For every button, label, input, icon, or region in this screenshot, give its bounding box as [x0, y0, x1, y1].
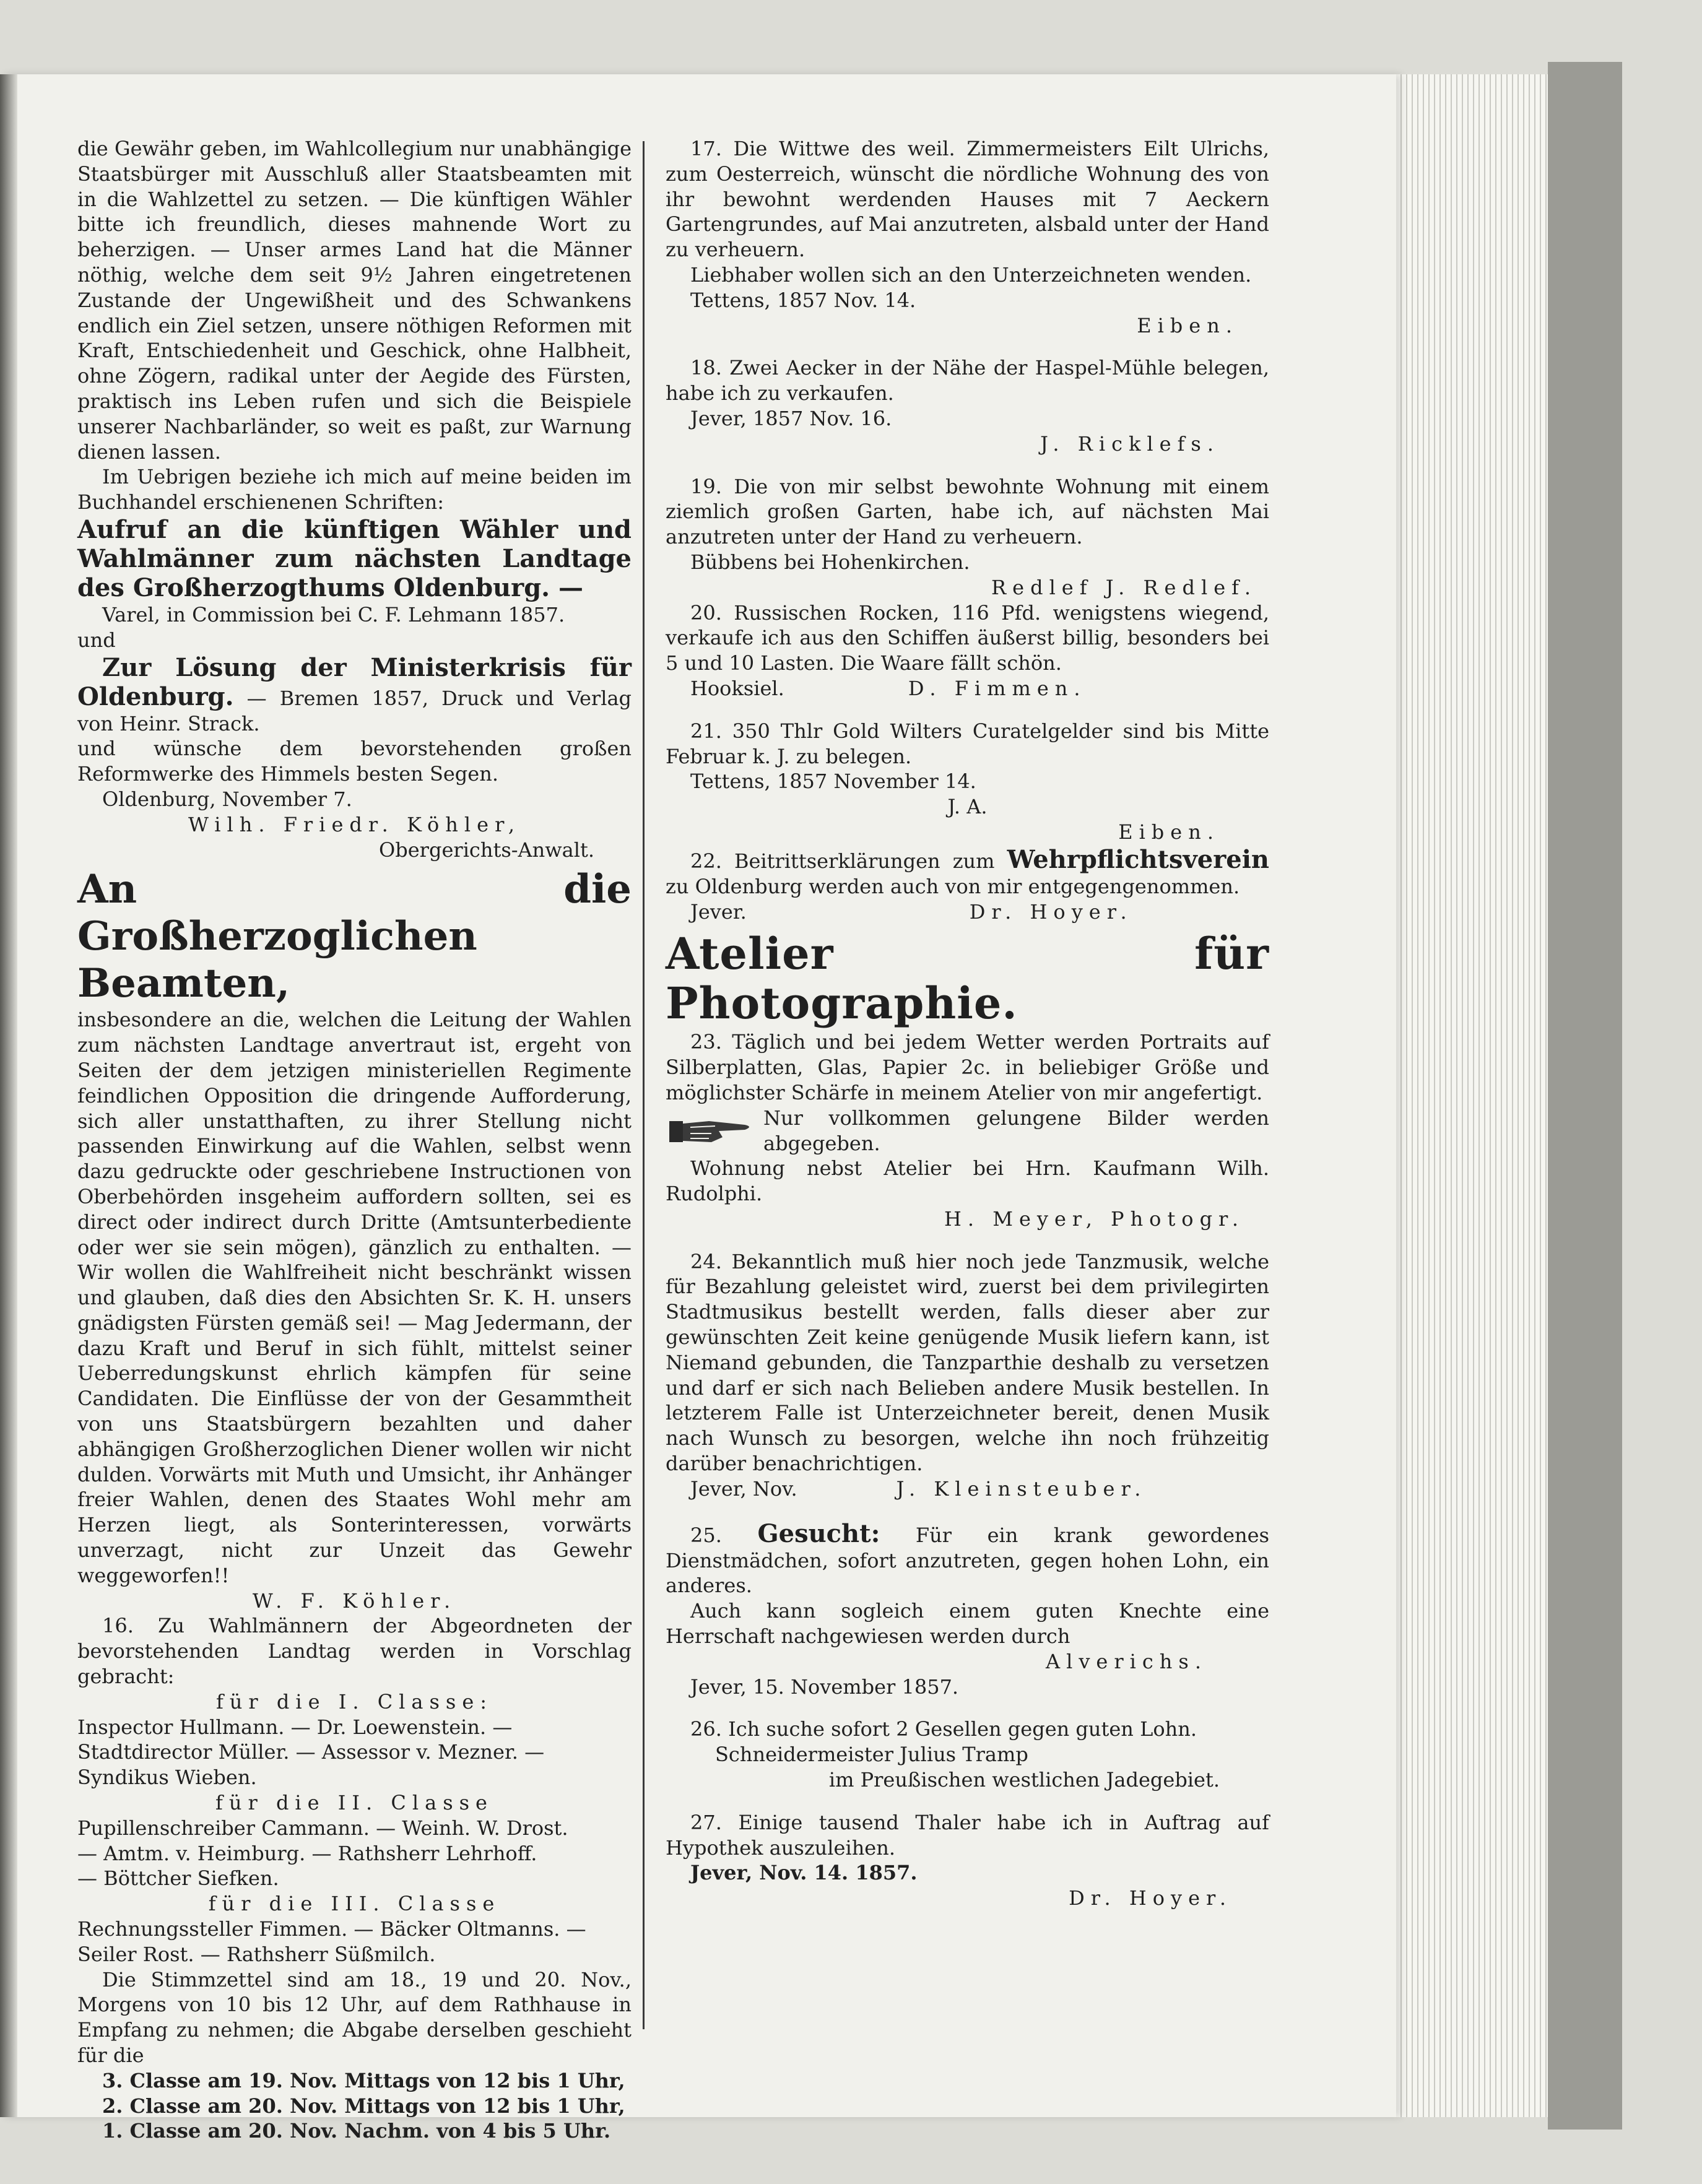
signature-title: Obergerichts-Anwalt.: [379, 838, 594, 862]
ad-18-place: Jever, 1857 Nov. 16.: [690, 406, 892, 430]
beamten-heading: An die Großherzoglichen Beamten,: [77, 866, 632, 1007]
ad-22-signature: Dr. Hoyer.: [969, 899, 1133, 924]
beamten-text: insbesondere an die, welchen die Leitung der Wahlen zum nächsten Landtage anvertraut ist, ergeht von Seiten der dem jetzigen ministeriellen Regimente feindlichen Opposition die dringende Aufforderung, sich aller unstatthaften, zu ihrer Stellung nicht passenden Einwirkung auf die Wahlen, selbst wenn dazu gedruckte oder geschriebene Instructionen von Oberbehörden insgeheim auffordern sollten, sei es direct oder indirect durch Dritte (Amtsunterbediente oder wer sie sein mögen), gänzlich zu enthalten. — Wir wollen die Wahlfreiheit nicht beschränkt wissen und glauben, daß dies den Absichten Sr. K. H. unsers gnädigsten Fürsten gemäß sei! — Mag Jedermann, der dazu Kraft und Beruf in sich fühlt, mittelst seiner Ueberredungskunst ehrlich kämpfen für seine Candidaten. Die Einflüsse der von der Gesammtheit von uns Staatsbürgern bezahlten und daher abhängigen Großherzoglichen Diener wollen wir nicht dulden. Vorwärts mit Muth und Umsicht, ihr Anhänger freier Wahlen, denen des Staates Wohl mehr am Herzen liegt, als Sonterinteressen, vorwärts unverzagt, nicht zur Unzeit das Gewehr weggeworfen!!: [77, 1008, 632, 1587]
closing-text: und wünsche dem bevorstehenden großen Reformwerke des Himmels besten Segen.: [77, 737, 632, 786]
intro-paragraph: Im Uebrigen beziehe ich mich auf meine beiden im Buchhandel erschienenen Schriften:: [77, 465, 632, 514]
ad-23-hand-text: Nur vollkommen gelungene Bilder werden abgegeben.: [763, 1106, 1269, 1155]
ad-27-signature: Dr. Hoyer.: [1069, 1886, 1232, 1910]
ad-26-text: 26. Ich suche sofort 2 Gesellen gegen guten Lohn.: [690, 1717, 1197, 1741]
ad-22-text-2: zu Oldenburg werden auch von mir entgegengenommen.: [666, 874, 1240, 898]
class-2-line: — Böttcher Siefken.: [77, 1866, 279, 1891]
book-publisher-1: Varel, in Commission bei C. F. Lehmann 1857.: [102, 602, 565, 626]
ad-24-signature: J. Kleinsteuber.: [896, 1476, 1147, 1501]
ad-17-text-2: Liebhaber wollen sich an den Unterzeichneten wenden.: [690, 262, 1252, 287]
right-column: [666, 136, 1269, 1911]
ad-19-place: Bübbens bei Hohenkirchen.: [690, 550, 970, 574]
binding-shadow: [0, 74, 17, 2117]
intro-paragraph: die Gewähr geben, im Wahlcollegium nur unabhängige Staatsbürger mit Ausschluß aller Staatsbeamten mit in die Wahlzettel zu setzen. — Die künftigen Wähler bitte ich freundlich, dieses mahnende Wort zu beherzigen. — Unser armes Land hat die Männer nöthig, welche dem seit 9½ Jahren eingetretenen Zustande der Ungewißheit und des Schwankens endlich ein Ziel setzen, unsere nöthigen Reformen mit Kraft, Entschiedenheit und Geschick, ohne Halbheit, ohne Zögern, radikal unter der Aegide des Fürsten, praktisch ins Leben rufen und sich die Beispiele unserer Nachbarländer, so weit es paßt, zur Warnung dienen lassen.: [77, 137, 632, 464]
ad-20-text: 20. Russischen Rocken, 116 Pfd. wenigstens wiegend, verkaufe ich aus den Schiffen äußerst billig, besonders bei 5 und 10 Lasten. Die Waare fällt schön.: [666, 600, 1269, 675]
ad-26-signature: Schneidermeister Julius Tramp: [715, 1743, 1028, 1767]
ad-25-text-2: Auch kann sogleich einem guten Knechte eine Herrschaft nachgewiesen werden durch: [666, 1599, 1269, 1649]
class-1-line: Inspector Hullmann. — Dr. Loewenstein. —: [77, 1715, 513, 1739]
book-cover-edge: [1548, 62, 1622, 2130]
schedule-line: 2. Classe am 20. Nov. Mittags von 12 bis 1 Uhr,: [102, 2094, 625, 2118]
column-divider: [643, 141, 645, 2029]
pointing-hand-icon: [666, 1112, 758, 1150]
ad-19-signature: Redlef J. Redlef.: [991, 575, 1257, 599]
class-3-line: Seiler Rost. — Rathsherr Süßmilch.: [77, 1942, 436, 1966]
place-date: Oldenburg, November 7.: [102, 787, 352, 811]
ad-20-signature: D. Fimmen.: [908, 676, 1087, 700]
class-1-heading: für die I. Classe:: [215, 1689, 493, 1714]
ad-21-place: Tettens, 1857 November 14.: [690, 769, 976, 794]
ad-24-place: Jever, Nov.: [690, 1476, 797, 1501]
ad-23-text-2: Wohnung nebst Atelier bei Hrn. Kaufmann Wilh. Rudolphi.: [666, 1156, 1269, 1206]
ad-17-text: 17. Die Wittwe des weil. Zimmermeisters Eilt Ulrichs, zum Oesterreich, wünscht die nördliche Wohnung des von ihr bewohnt werdenden Hauses mit 7 Aeckern Gartengrundes, auf Mai anzutreten, alsbald unter der Hand zu verheuern.: [666, 137, 1269, 262]
ad-25-text: Für ein krank gewordenes Dienstmädchen, sofort anzutreten, gegen hohen Lohn, ein anderes.: [666, 1523, 1270, 1598]
ad-22-text: 22. Beitrittserklärungen zum: [690, 849, 1007, 873]
newspaper-page: [0, 74, 1396, 2143]
class-3-heading: für die III. Classe: [208, 1892, 501, 1916]
ad-27-place: Jever, Nov. 14. 1857.: [690, 1861, 918, 1885]
stimmzettel-text: Die Stimmzettel sind am 18., 19 und 20. Nov., Morgens von 10 bis 12 Uhr, auf dem Rathhause in Empfang zu nehmen; die Abgabe derselben geschieht für die: [77, 1967, 632, 2067]
ad-23-signature: H. Meyer, Photogr.: [944, 1207, 1244, 1231]
ad-21-text: 21. 350 Thlr Gold Wilters Curatelgelder sind bis Mitte Februar k. J. zu belegen.: [666, 719, 1269, 768]
ad-24-text: 24. Bekanntlich muß hier noch jede Tanzmusik, welche für Bezahlung geleistet wird, zuerst bei dem privilegirten Stadtmusikus bestellt werden, falls dieser aber zur gewünschten Zeit keine genügende Musik liefern kann, ist Niemand gebunden, die Tanzparthie deshalb zu versetzen und darf er sich nach Belieben andere Musik bestellen. In letzterem Falle ist Unterzeichneter bereit, denen Musik nach Wunsch zu besorgen, welche ihn noch frühzeitig darüber benachrichtigen.: [666, 1249, 1269, 1476]
book-publisher-2: — Bremen 1857, Druck und Verlag von Heinr. Strack.: [77, 686, 632, 735]
book-title-2: Zur Lösung der Ministerkrisis für Oldenburg.: [77, 652, 632, 711]
left-column: [77, 136, 632, 2144]
atelier-heading: Atelier für Photographie.: [666, 928, 1269, 1029]
ad-26-signature-2: im Preußischen westlichen Jadegebiet.: [828, 1768, 1220, 1792]
class-2-line: — Amtm. v. Heimburg. — Rathsherr Lehrhoff.: [77, 1841, 537, 1865]
ad-21-signature-2: Eiben.: [1118, 820, 1220, 844]
ad-25-bold: Gesucht:: [757, 1519, 880, 1548]
class-2-line: Pupillenschreiber Cammann. — Weinh. W. Drost.: [77, 1816, 568, 1840]
ad-22-place: Jever.: [690, 899, 747, 924]
ad-18-text: 18. Zwei Aecker in der Nähe der Haspel-Mühle belegen, habe ich zu verkaufen.: [666, 356, 1269, 405]
ad-19-text: 19. Die von mir selbst bewohnte Wohnung mit einem ziemlich großen Garten, habe ich, auf nächsten Mai anzutreten unter der Hand zu verheuern.: [666, 474, 1269, 549]
beamten-signature: W. F. Köhler.: [252, 1588, 457, 1613]
ad-25-signature: Alverichs.: [1045, 1649, 1207, 1673]
class-3-line: Rechnungssteller Fimmen. — Bäcker Oltmanns. —: [77, 1917, 586, 1941]
ad-23-hand-row: [666, 1106, 1269, 1156]
und-text: und: [77, 628, 116, 652]
ad-27-text: 27. Einige tausend Thaler habe ich in Auftrag auf Hypothek auszuleihen.: [666, 1810, 1269, 1860]
ad-17-signature: Eiben.: [1137, 313, 1238, 337]
signature-name: Wilh. Friedr. Köhler,: [188, 812, 521, 836]
ad-22-bold: Wehrpflichtsverein: [1007, 844, 1269, 874]
class-2-heading: für die II. Classe: [215, 1791, 493, 1815]
ad-25-place: Jever, 15. November 1857.: [690, 1675, 959, 1699]
ad-21-signature-1: J. A.: [947, 795, 988, 819]
schedule-line: 3. Classe am 19. Nov. Mittags von 12 bis 1 Uhr,: [102, 2068, 625, 2092]
ad-23-text: 23. Täglich und bei jedem Wetter werden Portraits auf Silberplatten, Glas, Papier 2c. in beliebiger Größe und möglichster Schärfe in meinem Atelier von mir angefertigt.: [666, 1030, 1269, 1104]
ad-16-intro: 16. Zu Wahlmännern der Abgeordneten der bevorstehenden Landtag werden in Vorschlag gebracht:: [77, 1614, 632, 1689]
book-title-1: Aufruf an die künftigen Wähler und Wahlmänner zum nächsten Landtage des Großherzogthums Oldenburg. —: [77, 514, 632, 602]
ad-18-signature: J. Ricklefs.: [1040, 431, 1220, 456]
ad-25-number: 25.: [690, 1523, 758, 1547]
ad-20-place: Hooksiel.: [690, 676, 784, 700]
schedule-line: 1. Classe am 20. Nov. Nachm. von 4 bis 5 Uhr.: [102, 2119, 611, 2143]
class-1-line: Stadtdirector Müller. — Assessor v. Mezner. —: [77, 1740, 545, 1764]
class-1-line: Syndikus Wieben.: [77, 1766, 257, 1790]
ad-17-place: Tettens, 1857 Nov. 14.: [690, 288, 916, 312]
